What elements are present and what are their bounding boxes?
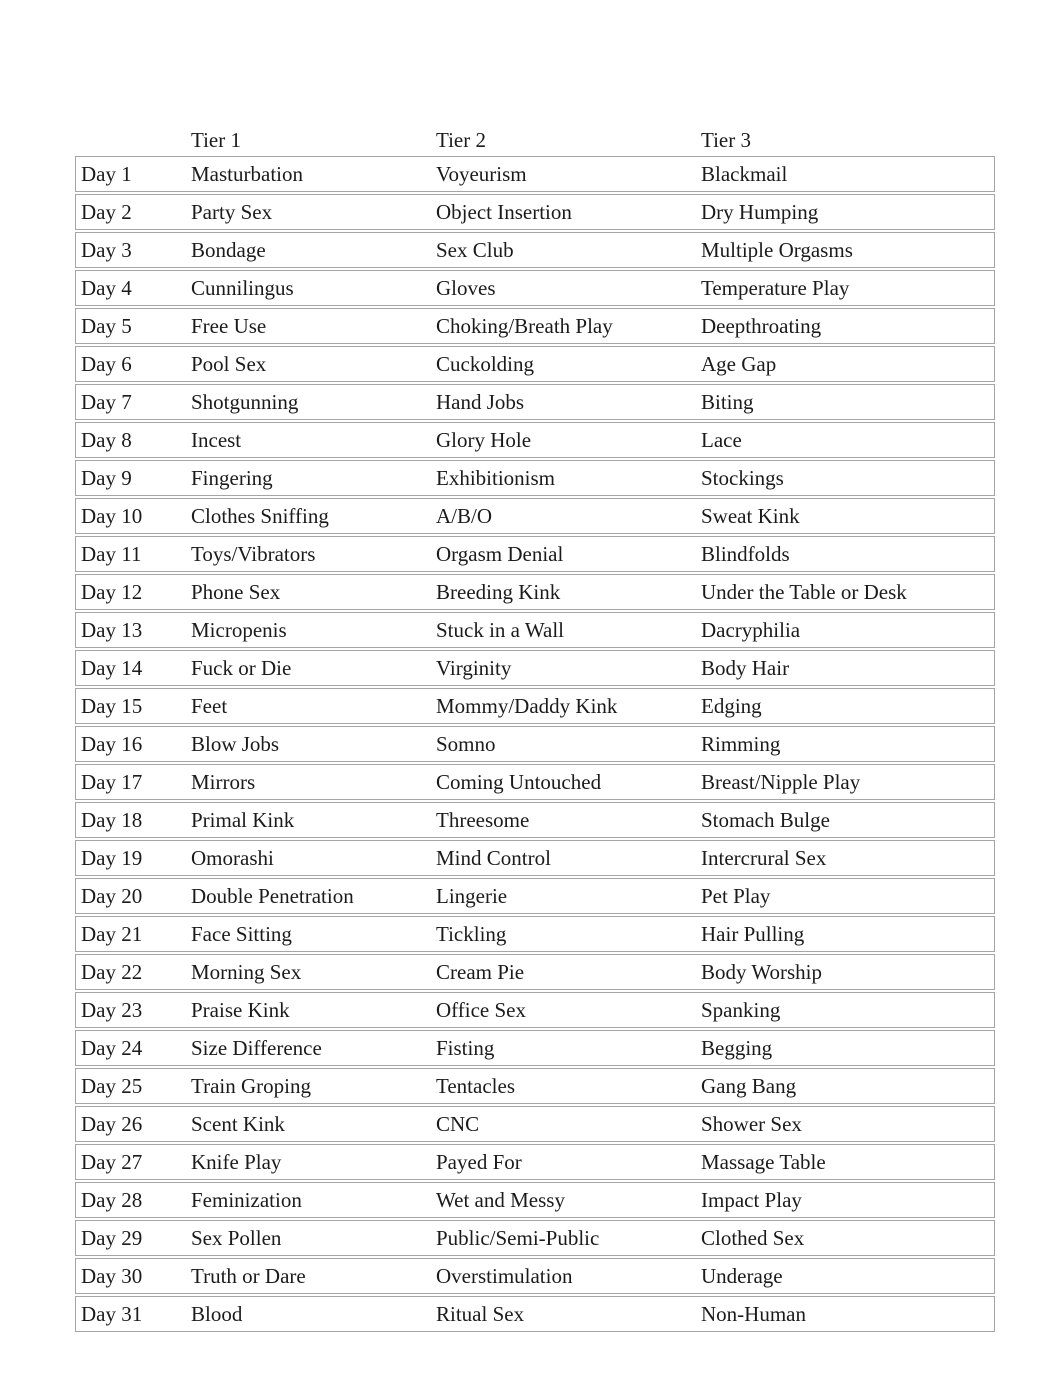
tier2-value: Payed For xyxy=(436,1150,522,1174)
tier3-value: Non-Human xyxy=(701,1302,806,1326)
tier1-value: Incest xyxy=(191,428,242,452)
tier1-value: Cunnilingus xyxy=(191,276,294,300)
day-label: Day 27 xyxy=(81,1150,143,1174)
day-label: Day 24 xyxy=(81,1036,143,1060)
tier2-value: Threesome xyxy=(436,808,530,832)
tier2-value: Breeding Kink xyxy=(436,580,561,604)
table-row xyxy=(75,574,995,610)
tier2-value: Mind Control xyxy=(436,846,551,870)
table-row xyxy=(75,1144,995,1180)
table-row xyxy=(75,802,995,838)
tier2-value: Stuck in a Wall xyxy=(436,618,564,642)
tier3-value: Deepthroating xyxy=(701,314,822,338)
tier1-value: Micropenis xyxy=(191,618,287,642)
tier1-value: Truth or Dare xyxy=(191,1264,306,1288)
day-label: Day 16 xyxy=(81,732,143,756)
tier3-value: Gang Bang xyxy=(701,1074,797,1098)
day-label: Day 14 xyxy=(81,656,143,680)
tier1-value: Phone Sex xyxy=(191,580,281,604)
tier1-value: Scent Kink xyxy=(191,1112,285,1136)
tier2-value: Mommy/Daddy Kink xyxy=(436,694,618,718)
day-label: Day 21 xyxy=(81,922,143,946)
table-row xyxy=(75,308,995,344)
tier3-value: Clothed Sex xyxy=(701,1226,805,1250)
tier1-value: Bondage xyxy=(191,238,266,262)
table-row xyxy=(75,536,995,572)
tier2-value: Coming Untouched xyxy=(436,770,602,794)
tier1-value: Mirrors xyxy=(191,770,256,794)
day-label: Day 29 xyxy=(81,1226,143,1250)
tier1-value: Morning Sex xyxy=(191,960,302,984)
column-header-tier1: Tier 1 xyxy=(191,127,241,152)
day-label: Day 31 xyxy=(81,1302,143,1326)
tier1-value: Double Penetration xyxy=(191,884,354,908)
day-label: Day 28 xyxy=(81,1188,143,1212)
day-label: Day 6 xyxy=(81,352,132,376)
tier3-value: Spanking xyxy=(701,998,781,1022)
tier2-value: Cream Pie xyxy=(436,960,525,984)
day-label: Day 11 xyxy=(81,542,142,566)
tier3-value: Multiple Orgasms xyxy=(701,238,853,262)
day-label: Day 20 xyxy=(81,884,143,908)
tier2-value: Tentacles xyxy=(436,1074,515,1098)
tier1-value: Sex Pollen xyxy=(191,1226,282,1250)
tier2-value: Fisting xyxy=(436,1036,495,1060)
day-label: Day 23 xyxy=(81,998,143,1022)
tier2-value: A/B/O xyxy=(436,504,493,528)
tier3-value: Dacryphilia xyxy=(701,618,801,642)
day-label: Day 22 xyxy=(81,960,143,984)
tier1-value: Party Sex xyxy=(191,200,273,224)
tier2-value: CNC xyxy=(436,1112,480,1136)
tier3-value: Begging xyxy=(701,1036,773,1060)
tier1-value: Knife Play xyxy=(191,1150,282,1174)
tier3-value: Intercrural Sex xyxy=(701,846,827,870)
column-header-tier3: Tier 3 xyxy=(701,127,751,152)
tier3-value: Under the Table or Desk xyxy=(701,580,907,604)
table-row xyxy=(75,384,995,420)
day-label: Day 12 xyxy=(81,580,143,604)
tier1-value: Clothes Sniffing xyxy=(191,504,329,528)
tier1-value: Feet xyxy=(191,694,228,718)
tier2-value: Somno xyxy=(436,732,496,756)
tier2-value: Choking/Breath Play xyxy=(436,314,613,338)
day-label: Day 2 xyxy=(81,200,132,224)
tier3-value: Breast/Nipple Play xyxy=(701,770,861,794)
tier3-value: Stockings xyxy=(701,466,784,490)
tier2-value: Orgasm Denial xyxy=(436,542,564,566)
day-label: Day 18 xyxy=(81,808,143,832)
tier1-value: Shotgunning xyxy=(191,390,299,414)
day-label: Day 26 xyxy=(81,1112,143,1136)
day-label: Day 3 xyxy=(81,238,132,262)
table-row xyxy=(75,650,995,686)
table-row xyxy=(75,270,995,306)
tier2-value: Sex Club xyxy=(436,238,514,262)
tier3-value: Lace xyxy=(701,428,742,452)
tier1-value: Praise Kink xyxy=(191,998,290,1022)
day-label: Day 8 xyxy=(81,428,132,452)
tier3-value: Body Hair xyxy=(701,656,790,680)
tier2-value: Tickling xyxy=(436,922,507,946)
day-label: Day 17 xyxy=(81,770,143,794)
table-row xyxy=(75,1182,995,1218)
tier3-value: Blackmail xyxy=(701,162,788,186)
day-label: Day 25 xyxy=(81,1074,143,1098)
tier3-value: Blindfolds xyxy=(701,542,790,566)
column-header-tier2: Tier 2 xyxy=(436,127,486,152)
tier3-value: Body Worship xyxy=(701,960,823,984)
tier2-value: Exhibitionism xyxy=(436,466,556,490)
tier3-value: Hair Pulling xyxy=(701,922,805,946)
table-row xyxy=(75,1296,995,1332)
tier1-value: Blow Jobs xyxy=(191,732,280,756)
tier3-value: Sweat Kink xyxy=(701,504,800,528)
table-row xyxy=(75,1068,995,1104)
table-body xyxy=(0,156,920,1332)
table-row xyxy=(75,878,995,914)
tier2-value: Lingerie xyxy=(436,884,508,908)
table-row xyxy=(75,954,995,990)
tier2-value: Wet and Messy xyxy=(436,1188,565,1212)
tier1-value: Face Sitting xyxy=(191,922,292,946)
table-row xyxy=(75,346,995,382)
table-row xyxy=(75,1030,995,1066)
table-row xyxy=(75,1106,995,1142)
table-row xyxy=(75,194,995,230)
tier3-value: Stomach Bulge xyxy=(701,808,830,832)
day-label: Day 9 xyxy=(81,466,132,490)
table-row xyxy=(75,916,995,952)
tier3-value: Shower Sex xyxy=(701,1112,802,1136)
tier1-value: Train Groping xyxy=(191,1074,311,1098)
tier3-value: Temperature Play xyxy=(701,276,850,300)
day-label: Day 4 xyxy=(81,276,132,300)
table-row xyxy=(75,422,995,458)
day-label: Day 1 xyxy=(81,162,132,186)
table-row xyxy=(75,992,995,1028)
table-row xyxy=(75,1220,995,1256)
tier2-value: Voyeurism xyxy=(436,162,527,186)
table-row xyxy=(75,612,995,648)
tier2-value: Overstimulation xyxy=(436,1264,573,1288)
tier2-value: Public/Semi-Public xyxy=(436,1226,600,1250)
table-header-row xyxy=(76,123,994,156)
table-row xyxy=(75,726,995,762)
tier1-value: Blood xyxy=(191,1302,243,1326)
tier1-value: Toys/Vibrators xyxy=(191,542,316,566)
tier1-value: Free Use xyxy=(191,314,267,338)
tier3-value: Pet Play xyxy=(701,884,771,908)
table-row xyxy=(75,232,995,268)
table-row xyxy=(75,460,995,496)
tier3-value: Massage Table xyxy=(701,1150,826,1174)
tier2-value: Ritual Sex xyxy=(436,1302,525,1326)
day-label: Day 10 xyxy=(81,504,143,528)
day-label: Day 15 xyxy=(81,694,143,718)
tier1-value: Feminization xyxy=(191,1188,302,1212)
tier1-value: Fingering xyxy=(191,466,273,490)
tier3-value: Edging xyxy=(701,694,762,718)
tier1-value: Primal Kink xyxy=(191,808,295,832)
tier1-value: Size Difference xyxy=(191,1036,322,1060)
tier2-value: Virginity xyxy=(436,656,512,680)
tier1-value: Omorashi xyxy=(191,846,274,870)
day-label: Day 5 xyxy=(81,314,132,338)
tier2-value: Object Insertion xyxy=(436,200,572,224)
tier2-value: Cuckolding xyxy=(436,352,534,376)
table-row xyxy=(75,156,995,192)
tier3-value: Impact Play xyxy=(701,1188,802,1212)
tier3-value: Age Gap xyxy=(701,352,777,376)
tier1-value: Pool Sex xyxy=(191,352,267,376)
table-row xyxy=(75,840,995,876)
tier1-value: Masturbation xyxy=(191,162,303,186)
table-row xyxy=(75,498,995,534)
tier3-value: Rimming xyxy=(701,732,781,756)
tier2-value: Glory Hole xyxy=(436,428,532,452)
day-label: Day 30 xyxy=(81,1264,143,1288)
table-row xyxy=(75,688,995,724)
day-label: Day 13 xyxy=(81,618,143,642)
tier3-value: Biting xyxy=(701,390,754,414)
tier3-value: Dry Humping xyxy=(701,200,819,224)
table-row xyxy=(75,764,995,800)
day-label: Day 19 xyxy=(81,846,143,870)
tier2-value: Office Sex xyxy=(436,998,526,1022)
tier2-value: Gloves xyxy=(436,276,496,300)
tier1-value: Fuck or Die xyxy=(191,656,292,680)
tier3-value: Underage xyxy=(701,1264,783,1288)
day-label: Day 7 xyxy=(81,390,132,414)
tier2-value: Hand Jobs xyxy=(436,390,525,414)
table-row xyxy=(75,1258,995,1294)
